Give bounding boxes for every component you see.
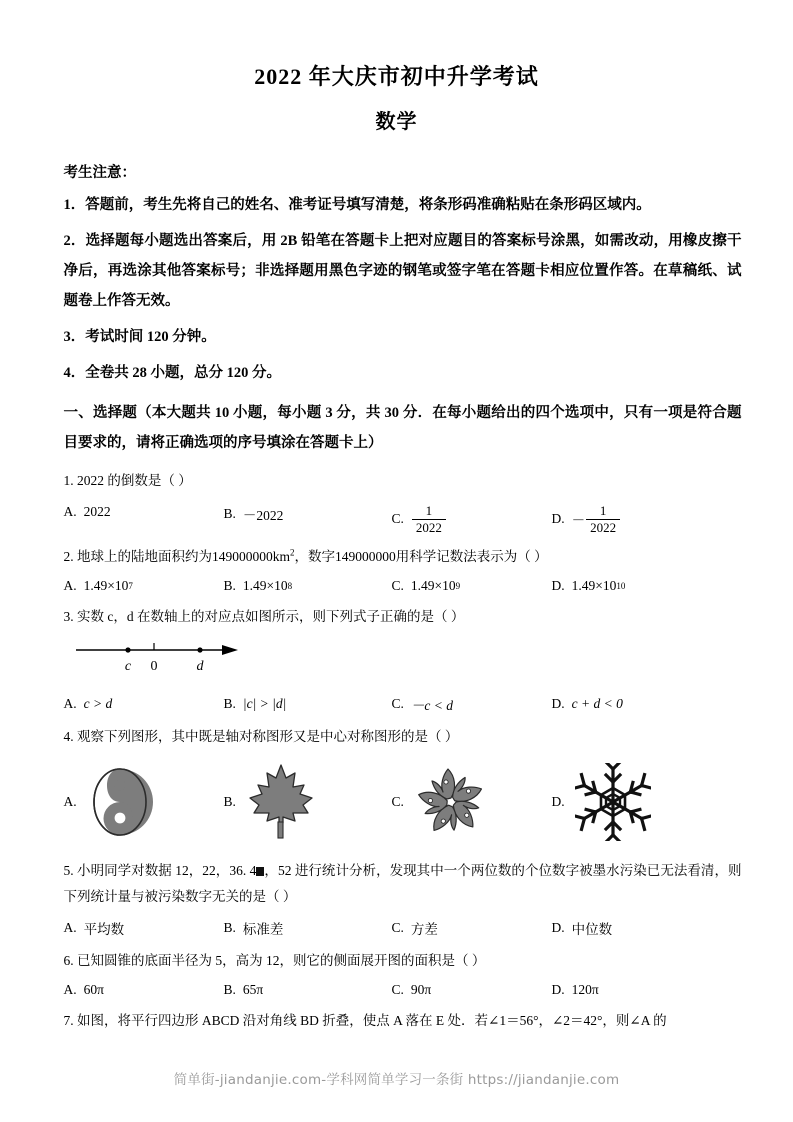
question-4-stem: 4. 观察下列图形，其中既是轴对称图形又是中心对称图形的是（ ） [63, 729, 459, 745]
option-label: C. [391, 696, 404, 712]
question-4-option-a[interactable] [64, 763, 224, 841]
option-text: 1.49×10 [410, 578, 456, 594]
option-label: C. [391, 920, 404, 936]
question-2-stem-superscript: 2 [290, 547, 295, 558]
option-label: B. [223, 920, 236, 936]
fraction-denominator: 2022 [586, 519, 620, 535]
point-d-label: d [196, 659, 203, 675]
bauhinia-flower-symbol [414, 764, 488, 840]
question-5-stem-pre: 5. 小明同学对数据 12，22，36. 4 [63, 863, 257, 879]
fraction [412, 504, 446, 534]
option-label: B. [223, 696, 236, 712]
question-4-options [64, 756, 742, 848]
option-label: A. [63, 794, 77, 810]
question-3-figure [70, 636, 742, 686]
question-6-option-b[interactable] [224, 982, 392, 998]
option-text: 方差 [410, 922, 438, 938]
option-text: 65π [242, 982, 264, 998]
question-3 [64, 604, 742, 630]
question-5-option-b[interactable] [224, 918, 392, 938]
question-2-stem-post: ，数字149000000用科学记数法表示为（ ） [294, 549, 548, 565]
question-6-option-d[interactable] [552, 982, 712, 998]
option-label: A. [63, 504, 77, 519]
question-7-stem: 7. 如图，将平行四边形 ABCD 沿对角线 BD 折叠，使点 A 落在 E 处．若∠1＝56°，∠2＝42°，则∠A 的 [63, 1013, 667, 1029]
option-text: －2022 [242, 508, 284, 523]
page-title: 2022 年大庆市初中升学考试 [254, 64, 539, 89]
fraction-numerator: 1 [599, 503, 607, 518]
option-label: B. [223, 794, 236, 810]
yin-yang-symbol [87, 763, 153, 841]
question-6-options [64, 982, 742, 998]
option-label: D. [551, 920, 565, 936]
option-label: B. [223, 578, 236, 594]
option-label: C. [391, 511, 404, 527]
question-1-option-c[interactable] [392, 504, 552, 534]
question-1-option-b[interactable] [224, 504, 392, 524]
question-6-stem: 6. 已知圆锥的底面半径为 5，高为 12，则它的侧面展开图的面积是（ ） [63, 953, 486, 969]
question-3-option-a[interactable] [64, 694, 224, 714]
snowflake-symbol [575, 763, 651, 841]
question-3-option-b[interactable] [224, 694, 392, 714]
option-label: C. [391, 794, 404, 810]
question-5-option-d[interactable] [552, 918, 712, 938]
option-text: 1.49×10 [571, 578, 617, 594]
question-6-option-c[interactable] [392, 982, 552, 998]
option-text: 1.49×10 [83, 578, 129, 594]
option-label: C. [391, 578, 404, 594]
point-d-marker [197, 648, 202, 653]
exam-content [52, 162, 742, 1034]
subject-title: 数学 [375, 111, 418, 133]
option-label: B. [223, 982, 236, 998]
question-3-option-c[interactable] [392, 694, 552, 714]
question-1-option-a[interactable] [64, 504, 224, 520]
option-text: |c| > |d| [242, 696, 287, 712]
number-line-diagram [70, 636, 290, 686]
question-2-stem-pre: 2. 地球上的陆地面积约为149000000km [63, 549, 291, 565]
notice-heading: 考生注意： [63, 165, 136, 181]
question-4-option-b[interactable] [224, 761, 392, 843]
fraction [586, 504, 620, 534]
option-text: －c < d [410, 698, 453, 714]
fraction-sign: － [571, 513, 586, 529]
question-6 [64, 948, 742, 974]
option-text: 2022 [83, 504, 111, 519]
option-text: c > d [83, 696, 113, 712]
fraction-numerator: 1 [425, 503, 433, 518]
origin-label: 0 [150, 659, 157, 675]
option-label: D. [551, 578, 565, 594]
maple-leaf-symbol [246, 761, 316, 843]
question-1-options [64, 504, 742, 534]
fraction-denominator: 2022 [412, 519, 446, 535]
option-label: A. [63, 578, 77, 594]
section-heading-choice: 一、选择题（本大题共 10 小题，每小题 3 分，共 30 分．在每小题给出的四个选项中，只有一项是符合题目要求的，请将正确选项的序号填涂在答题卡上） [63, 405, 742, 451]
option-label: D. [551, 794, 565, 810]
option-text: 中位数 [571, 922, 613, 938]
footer-watermark: 简单街-jiandanjie.com-学科网简单学习一条街 https://jiandanjie.com [173, 1072, 620, 1088]
point-c-marker [125, 648, 130, 653]
question-2-option-c[interactable]: C. 1.49×10 9 [391, 578, 461, 594]
question-5-options [64, 918, 742, 938]
option-text: 平均数 [83, 922, 125, 938]
option-text: 120π [571, 982, 599, 998]
question-2-option-b[interactable]: B. 1.49×10 8 [223, 578, 293, 594]
option-label: D. [551, 982, 565, 998]
question-1 [64, 468, 742, 494]
notice-item-3: 3．考试时间 120 分钟。 [63, 329, 216, 345]
option-label: D. [551, 696, 565, 712]
option-label: A. [63, 696, 77, 712]
question-2-option-a[interactable]: A. 1.49×10 7 [63, 578, 133, 594]
option-label: A. [63, 982, 77, 998]
question-3-stem: 3. 实数 c，d 在数轴上的对应点如图所示，则下列式子正确的是（ ） [63, 609, 465, 625]
number-line-arrowhead [222, 645, 238, 655]
option-label: B. [223, 506, 236, 521]
question-6-option-a[interactable] [64, 982, 224, 998]
question-3-option-d[interactable] [552, 694, 712, 714]
question-5-option-c[interactable] [392, 918, 552, 938]
question-2-options [64, 578, 742, 594]
question-3-options [64, 694, 742, 714]
notice-item-4: 4．全卷共 28 小题，总分 120 分。 [63, 365, 281, 381]
question-1-option-d[interactable] [552, 504, 712, 534]
question-2 [64, 544, 742, 570]
point-c-label: c [124, 659, 131, 675]
question-7 [64, 1008, 742, 1034]
notice-item-1: 1．答题前，考生先将自己的姓名、准考证号填写清楚，将条形码准确粘贴在条形码区域内。 [63, 197, 651, 213]
question-5-stem-post: ，52 进行统计分析，发现其中一个两位数的个位数字被墨水污染已无法看清，则下列统计量与被污染数字无关的是（ ） [63, 863, 742, 905]
option-text: c + d < 0 [571, 696, 623, 712]
option-label: D. [551, 511, 565, 527]
question-1-stem: 1. 2022 的倒数是（ ） [63, 473, 192, 488]
option-text: 1.49×10 [242, 578, 288, 594]
question-4-option-d[interactable] [552, 763, 712, 841]
question-4 [64, 724, 742, 750]
question-5 [64, 858, 742, 910]
question-5-option-a[interactable] [64, 918, 224, 938]
option-label: C. [391, 982, 404, 998]
question-2-option-d[interactable]: D. 1.49×10 10 [551, 578, 626, 594]
option-text: 标准差 [242, 922, 284, 938]
option-text: 60π [83, 982, 104, 998]
notice-item-2: 2．选择题每小题选出答案后，用 2B 铅笔在答题卡上把对应题目的答案标号涂黑，如需改动，用橡皮擦干净后，再选涂其他答案标号；非选择题用黑色字迹的钢笔或签字笔在答题卡相应位置作答。在草稿纸、试题卷上作答无效。 [63, 233, 742, 309]
option-label: A. [63, 920, 77, 936]
question-4-option-c[interactable] [392, 764, 552, 840]
option-text: 90π [410, 982, 432, 998]
